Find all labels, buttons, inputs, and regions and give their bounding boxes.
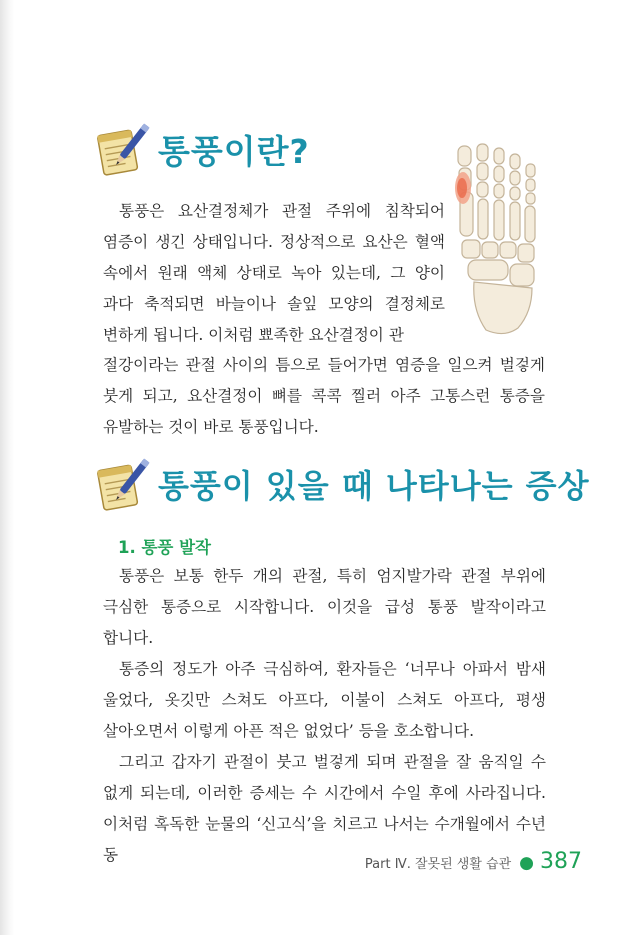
section-heading-gout [90, 118, 310, 180]
section-title: 통풍이란? [158, 131, 310, 171]
intro-paragraph-continued: 절강이라는 관절 사이의 틈으로 들어가면 염증을 일으켜 벌겋게 붓게 되고, 요산결정이 뼈를 콕콕 찔러 아주 고통스런 통증을 유발하는 것이 바로 통풍입니다. [103, 356, 545, 436]
book-spine-shadow [0, 0, 14, 935]
paragraph: 통풍은 보통 한두 개의 관절, 특히 엄지발가락 관절 부위에 극심한 통증으로 시작합니다. 이것을 급성 통풍 발작이라고 합니다. [103, 567, 546, 647]
bullet-dot-icon: ● [519, 853, 534, 873]
subheading-gout-attack: 1. 통풍 발작 [118, 538, 211, 557]
section-heading-symptoms [90, 453, 590, 515]
paragraph: 통증의 정도가 아주 극심하여, 환자들은 ‘너무나 아파서 밤새 울었다, 옷깃만 스쳐도 아프다, 이불이 스쳐도 아프다, 평생 살아오면서 이렇게 아픈 적은 없었다’ 등을 호소합니다. [103, 660, 546, 740]
section-title: 통풍이 있을 때 나타나는 증상 [158, 467, 590, 505]
symptoms-body [103, 561, 546, 871]
intro-paragraph-wrapped [103, 196, 445, 351]
page-number: 387 [540, 849, 582, 874]
part-label: Part Ⅳ. 잘못된 생활 습관 [364, 857, 512, 872]
page-footer [365, 849, 582, 874]
paragraph: 그리고 갑자기 관절이 붓고 벌겋게 되며 관절을 잘 움직일 수 없게 되는데, 이러한 증세는 수 시간에서 수일 후에 사라집니다. 이처럼 혹독한 눈물의 ‘신고식’을 치르고 나서는 수개월에서 수년 동 [103, 753, 546, 864]
notepad-pen-icon [90, 118, 152, 180]
intro-text: 통풍은 요산결정체가 관절 주위에 침착되어 염증이 생긴 상태입니다. 정상적으로 요산은 혈액 속에서 원래 액체 상태로 녹아 있는데, 그 양이 과다 축적되면 바늘이나 솔잎 모양의 결정체로 변하게 됩니다. 이처럼 뾰족한 요산결정이 관 [103, 202, 445, 344]
notepad-pen-icon [90, 453, 152, 515]
foot-skeleton-illustration [452, 140, 544, 340]
